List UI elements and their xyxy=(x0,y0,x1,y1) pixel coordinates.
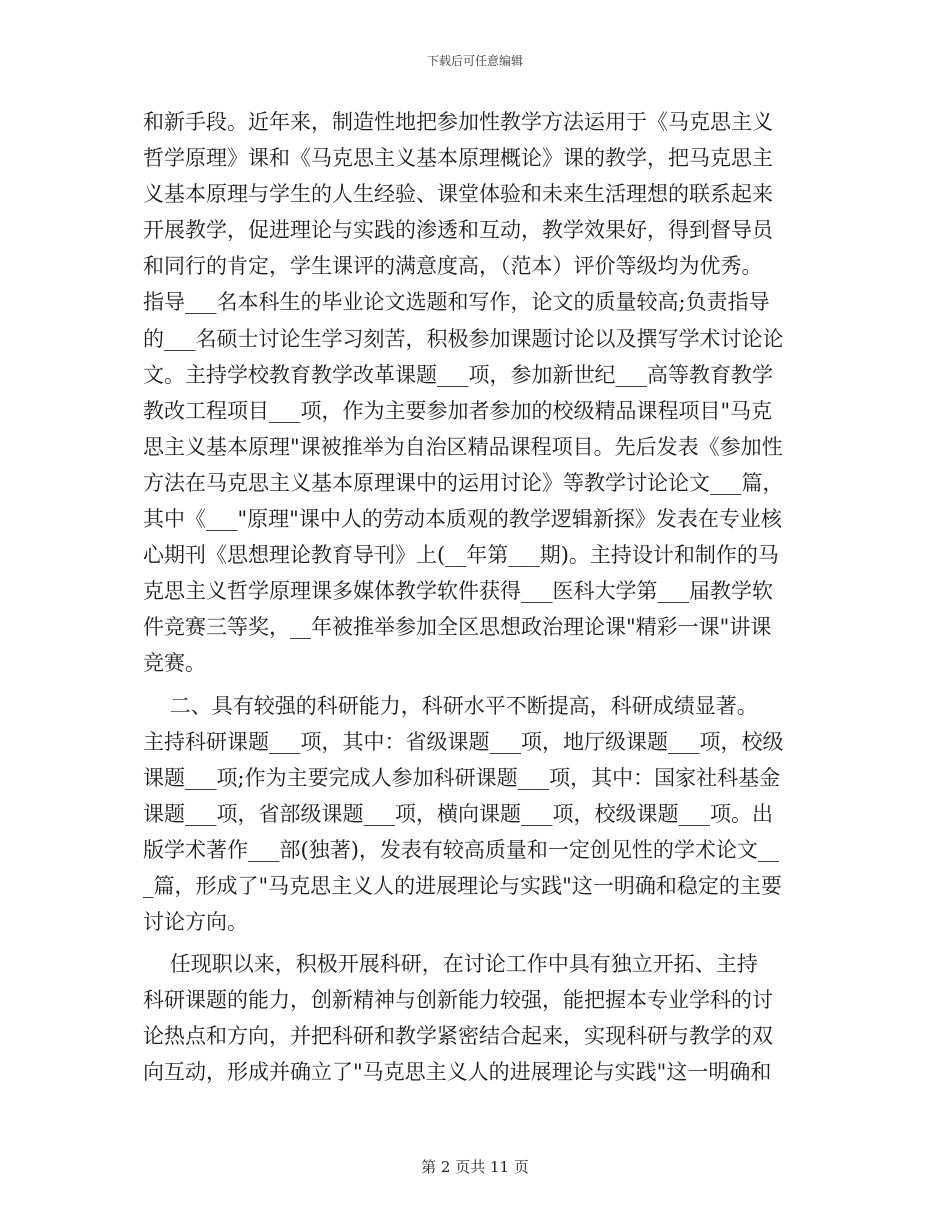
text-line: 开展教学，促进理论与实践的渗透和互动，教学效果好，得到督导员 xyxy=(143,218,773,243)
text-line: 课题___项，省部级课题___项，横向课题___项，校级课题___项。出 xyxy=(143,801,773,826)
paragraph-current-position xyxy=(143,946,808,1090)
text-line: 课题___项;作为主要完成人参加科研课题___项，其中：国家社科基金 xyxy=(143,765,781,790)
text-line: 论热点和方向，并把科研和教学紧密结合起来，实现科研与教学的双 xyxy=(143,1024,773,1049)
paragraph-teaching xyxy=(143,104,808,682)
text-line: 讨论方向。 xyxy=(143,910,248,935)
paragraph-research xyxy=(143,688,808,941)
text-line: 哲学原理》课和《马克思主义基本原理概论》课的教学，把马克思主 xyxy=(143,146,773,171)
text-line: 版学术著作___部(独著)，发表有较高质量和一定创见性的学术论文__ xyxy=(143,837,779,862)
page-footer: 第 2 页共 11 页 xyxy=(421,1158,529,1176)
text-line: 义基本原理与学生的人生经验、课堂体验和未来生活理想的联系起来 xyxy=(143,182,773,207)
text-line: 克思主义哲学原理课多媒体教学软件获得___医科大学第___届教学软 xyxy=(143,579,773,604)
text-line: 其中《___"原理"课中人的劳动本质观的教学逻辑新探》发表在专业核 xyxy=(143,507,782,532)
document-body xyxy=(143,104,808,1091)
text-line: 主持科研课题___项，其中：省级课题___项，地厅级课题___项，校级 xyxy=(143,729,784,754)
text-line: 任现职以来，积极开展科研，在讨论工作中具有独立开拓、主持 xyxy=(143,952,758,977)
text-line: 方法在马克思主义基本原理课中的运用讨论》等教学讨论论文___篇， xyxy=(143,470,784,495)
text-line: 思主义基本原理"课被推举为自治区精品课程项目。先后发表《参加性 xyxy=(143,434,783,459)
text-line: _篇，形成了"马克思主义人的进展理论与实践"这一明确和稳定的主要 xyxy=(143,873,782,898)
text-line: 心期刊《思想理论教育导刊》上(__年第___期)。主持设计和制作的马 xyxy=(143,543,779,568)
text-line: 件竞赛三等奖，__年被推举参加全区思想政治理论课"精彩一课"讲课 xyxy=(143,615,772,640)
text-line: 的___名硕士讨论生学习刻苦，积极参加课题讨论以及撰写学术讨论论 xyxy=(143,326,784,351)
text-line: 和同行的肯定，学生课评的满意度高，（范本）评价等级均为优秀。 xyxy=(143,254,763,279)
text-line: 和新手段。近年来，制造性地把参加性教学方法运用于《马克思主义 xyxy=(143,110,773,134)
page-header: 下载后可任意编辑 xyxy=(426,54,523,68)
text-line: 教改工程项目___项，作为主要参加者参加的校级精品课程项目"马克 xyxy=(143,398,773,423)
text-line: 二、具有较强的科研能力，科研水平不断提高，科研成绩显著。 xyxy=(143,693,758,718)
text-line: 向互动，形成并确立了"马克思主义人的进展理论与实践"这一明确和 xyxy=(143,1060,772,1085)
text-line: 竞赛。 xyxy=(143,651,206,676)
text-line: 文。主持学校教育教学改革课题___项，参加新世纪___高等教育教学 xyxy=(143,362,773,387)
text-line: 指导___名本科生的毕业论文选题和写作，论文的质量较高;负责指导 xyxy=(143,290,770,315)
text-line: 科研课题的能力，创新精神与创新能力较强，能把握本专业学科的讨 xyxy=(143,988,773,1013)
